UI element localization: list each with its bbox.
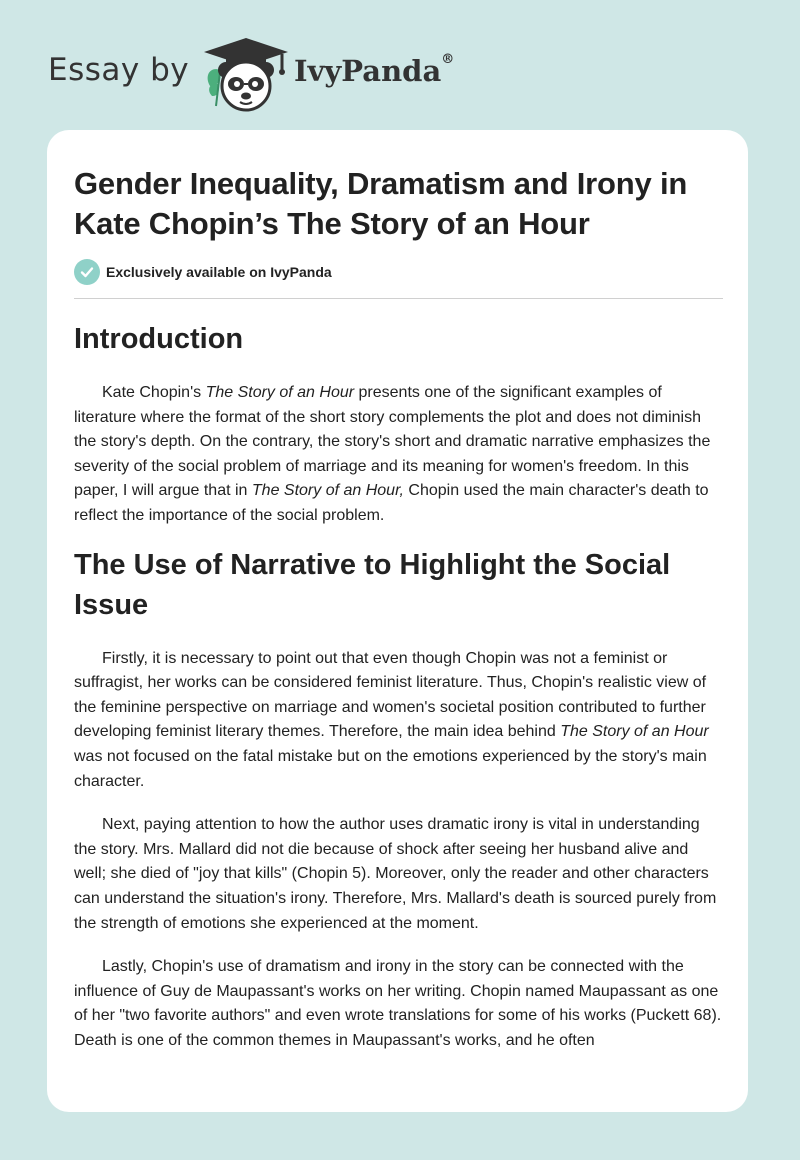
registered-mark: ® (441, 52, 455, 67)
exclusive-badge (74, 258, 723, 286)
brand-name[interactable]: IvyPanda® (294, 52, 455, 88)
paragraph: Lastly, Chopin's use of dramatism and irony in the story can be connected with the influence of Guy de Maupassant's works on her writing. Chopin named Maupassant as one of her "two favorite authors" and even wrote translations for some of his works (Puckett 68). Death is one of the common themes in Maupassant's works, and he often (74, 958, 722, 1049)
section-heading-narrative: The Use of Narrative to Highlight the Social Issue (74, 548, 671, 621)
checkmark-icon (74, 259, 100, 285)
exclusive-label: Exclusively available on IvyPanda (106, 264, 332, 280)
essay-content (74, 164, 723, 1053)
section-heading-introduction: Introduction (74, 323, 244, 355)
divider (74, 298, 723, 299)
paragraph: Kate Chopin's The Story of an Hour presents one of the significant examples of literature where the format of the short story complements the plot and does not diminish the story's depth. On the contrary, the story's short and dramatic narrative emphasizes the severity of the social problem of marriage and its meaning for women's freedom. In this paper, I will argue that in The Story of an Hour, Chopin used the main character's death to reflect the importance of the social problem. (74, 384, 711, 524)
paragraph: Firstly, it is necessary to point out that even though Chopin was not a feminist or suffragist, her works can be considered feminist literature. Thus, Chopin's realistic view of the feminine perspective on marriage and women's societal position contributed to further developing feminist literary themes. Therefore, the main idea behind The Story of an Hour was not focused on the fatal mistake but on the emotions experienced by the story's main character. (74, 649, 709, 790)
panda-graduate-icon[interactable] (200, 36, 292, 112)
essay-title: Gender Inequality, Dramatism and Irony in Kate Chopin’s The Story of an Hour (74, 166, 688, 241)
paragraph: Next, paying attention to how the author uses dramatic irony is vital in understanding the story. Mrs. Mallard did not die because of shock after seeing her husband alive and well; she died of "joy that kills" (Chopin 5). Moreover, only the reader and other characters can understand the situation's irony. Therefore, Mrs. Mallard's death is sourced purely from the strength of emotions she experienced at the moment. (74, 816, 717, 932)
essay-card (47, 130, 748, 1112)
essay-by-label: Essay by (48, 52, 190, 88)
site-header (0, 0, 800, 130)
